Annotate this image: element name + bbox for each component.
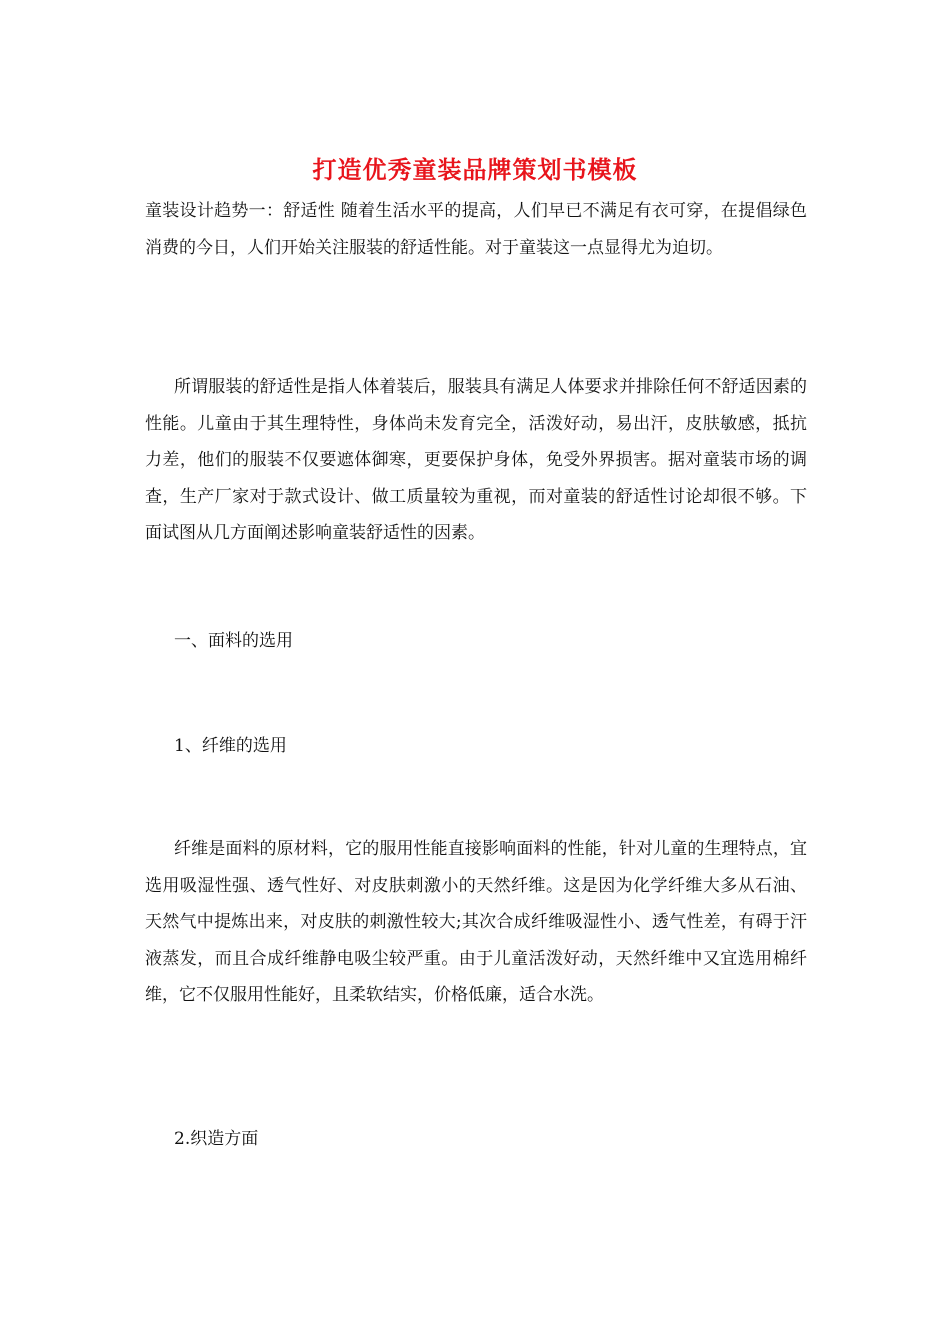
heading-fabric-selection: 一、面料的选用 (174, 631, 293, 651)
paragraph-comfort-definition: 所谓服装的舒适性是指人体着装后，服装具有满足人体要求并排除任何不舒适因素的性能。儿童由于其生理特性，身体尚未发育完全，活泼好动，易出汗，皮肤敏感，抵抗力差，他们的服装不仅要遮体御寒，更要保护身体，免受外界损害。据对童装市场的调查，生产厂家对于款式设计、做工质量较为重视，而对童装的舒适性讨论却很不够。下面试图从几方面阐述影响童装舒适性的因素。 (145, 377, 807, 543)
paragraph-intro: 童装设计趋势一：舒适性 随着生活水平的提高，人们早已不满足有衣可穿，在提倡绿色消费的今日，人们开始关注服装的舒适性能。对于童装这一点显得尤为迫切。 (145, 201, 807, 258)
heading-weaving: 2.织造方面 (174, 1129, 259, 1149)
document-title: 打造优秀童装品牌策划书模板 (312, 155, 638, 184)
paragraph-fiber: 纤维是面料的原材料，它的服用性能直接影响面料的性能，针对儿童的生理特点，宜选用吸湿性强、透气性好、对皮肤刺激小的天然纤维。这是因为化学纤维大多从石油、天然气中提炼出来，对皮肤的刺激性较大;其次合成纤维吸湿性小、透气性差，有碍于汗液蒸发，而且合成纤维静电吸尘较严重。由于儿童活泼好动，天然纤维中又宜选用棉纤维，它不仅服用性能好，且柔软结实，价格低廉，适合水洗。 (145, 839, 807, 1005)
heading-fiber-selection: 1、纤维的选用 (174, 736, 287, 756)
